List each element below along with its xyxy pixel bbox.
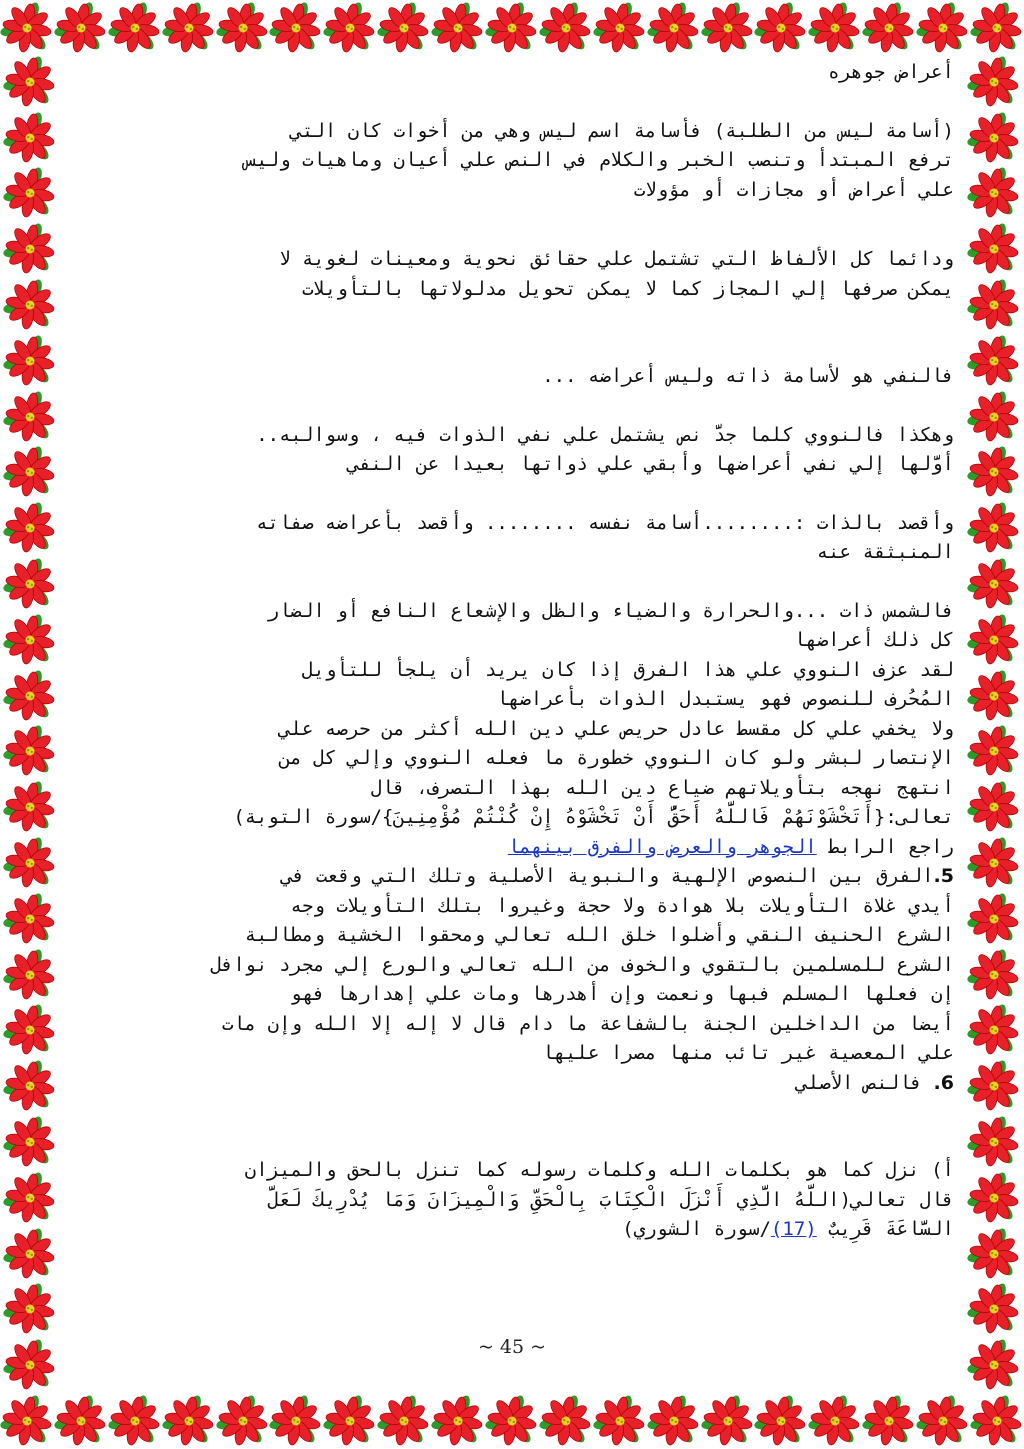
paragraph-5 (66, 509, 960, 568)
item-6 (66, 1069, 960, 1099)
paragraph-line: الإنتصار لبشر ولو كان النووي خطورة ما فعله النووي وإلي كل من (279, 747, 954, 769)
poinsettia-icon (3, 501, 57, 555)
poinsettia-icon (967, 166, 1021, 220)
paragraph-line: قال تعالي(اللَّهُ الَّذِي أَنْزَلَ الْكِتَابَ بِالْحَقِّ وَالْمِيزَانَ وَمَا يُدْرِيكَ لَعَلَّ (267, 1188, 954, 1211)
poinsettia-icon (3, 55, 57, 109)
poinsettia-icon (967, 1059, 1021, 1113)
top-flower-border (0, 0, 1024, 54)
poinsettia-icon (54, 1394, 108, 1448)
paragraph-line: ترفع المبتدأ وتنصب الخبر والكلام في النص علي أعيان وماهيات وليس (244, 149, 954, 171)
paragraph-line: إن فعلها المسلم فبها ونعمت وإن أهدرها ومات علي إهدارها فهو (290, 983, 954, 1005)
paragraph-2 (66, 245, 960, 304)
poinsettia-icon (967, 1171, 1021, 1225)
verse-end: السَّاعَةَ قَرِيبٌ (816, 1218, 954, 1240)
paragraph-line: أ) نزل كما هو بكلمات الله وكلمات رسوله كما تنزل بالحق والميزان (244, 1159, 954, 1181)
paragraph-line: وهكذا فالنووي كلما جدَّ نص يشتمل علي نفي الذوات فيه ، وسوالبه.. (256, 423, 954, 446)
paragraph-line: فالشمس ذات ...والحرارة والضياء والظل والإشعاع النافع أو الضار (267, 599, 954, 622)
footnote-link[interactable]: (17) (770, 1218, 817, 1240)
paragraph-line: لقد عزف النووي علي هذا الفرق إذا كان يريد أن يلجأ للتأويل (301, 658, 954, 681)
poinsettia-icon (3, 780, 57, 834)
poinsettia-icon (3, 1227, 57, 1281)
poinsettia-icon (916, 1394, 970, 1448)
poinsettia-icon (162, 1394, 216, 1448)
poinsettia-icon (323, 1394, 377, 1448)
poinsettia-icon (967, 334, 1021, 388)
poinsettia-icon (967, 1227, 1021, 1281)
poinsettia-icon (539, 1, 593, 54)
poinsettia-icon (647, 1394, 701, 1448)
poinsettia-icon (967, 55, 1021, 109)
paragraph-6 (66, 597, 960, 863)
poinsettia-icon (967, 892, 1021, 946)
poinsettia-icon (162, 1, 216, 54)
poinsettia-icon (967, 111, 1021, 165)
poinsettia-icon (3, 222, 57, 276)
paragraph-line: يمكن صرفها إلي المجاز كما لا يمكن تحويل مدلولاتها بالتأويلات (301, 277, 954, 300)
poinsettia-icon (3, 892, 57, 946)
poinsettia-icon (967, 669, 1021, 723)
poinsettia-icon (108, 1, 162, 54)
paragraph-line: المُحُرف للنصوص فهو يستبدل الذوات بأعراضها (496, 688, 954, 710)
poinsettia-icon (967, 222, 1021, 276)
poinsettia-icon (3, 1115, 57, 1169)
left-flower-border (0, 54, 60, 1393)
item-number: 6. (933, 1071, 954, 1094)
poinsettia-icon (539, 1394, 593, 1448)
right-flower-border (964, 54, 1024, 1393)
poinsettia-icon (0, 1394, 54, 1448)
paragraph-line: أوَّلها إلي نفي أعراضها وأبقي علي ذواتها بعيدا عن النفي (347, 453, 954, 475)
poinsettia-icon (3, 1282, 57, 1336)
poinsettia-icon (3, 836, 57, 890)
paragraph-line: علي أعراض أو مجازات أو مؤولات (633, 178, 954, 201)
poinsettia-icon (485, 1394, 539, 1448)
item-number: 5. (933, 865, 954, 887)
poinsettia-icon (3, 613, 57, 667)
poinsettia-icon (701, 1, 755, 54)
poinsettia-icon (967, 724, 1021, 778)
section-heading: أعراض جوهره (828, 61, 954, 83)
poinsettia-icon (3, 1059, 57, 1113)
paragraph-line: (أسامة ليس من الطلبة) فأسامة اسم ليس وهي من أخوات كان التي (290, 119, 954, 142)
paragraph-line: ودائما كل الألفاظ التي تشتمل علي حقائق نحوية ومعينات لغوية لا (279, 248, 954, 270)
poinsettia-icon (269, 1, 323, 54)
item-text: الفرق بين النصوص الإلهية والنبوية الأصلية وتلك التي وقعت في (281, 865, 934, 887)
paragraph-line: تعالى:{أَتَخْشَوْنَهُمْ فَاللَّهُ أَحَقُّ أَنْ تَخْشَوْهُ إِنْ كُنْتُمْ مُؤْمِنِينَ}/سورة التوبة) (233, 806, 954, 828)
poinsettia-icon (216, 1394, 270, 1448)
poinsettia-icon (108, 1394, 162, 1448)
poinsettia-icon (3, 1003, 57, 1057)
poinsettia-icon (3, 557, 57, 611)
poinsettia-icon (3, 948, 57, 1002)
poinsettia-icon (970, 1, 1024, 54)
poinsettia-icon (431, 1394, 485, 1448)
paragraph-1 (66, 117, 960, 206)
poinsettia-icon (377, 1394, 431, 1448)
poinsettia-icon (967, 780, 1021, 834)
paragraph-line: انتهج نهجه بتأويلاتهم ضياع دين الله بهذا التصرف، قال (370, 776, 954, 799)
poinsettia-icon (3, 724, 57, 778)
poinsettia-icon (269, 1394, 323, 1448)
poinsettia-icon (701, 1394, 755, 1448)
paragraph-line: وأقصد بالذات :........أسامة نفسه ........ وأقصد بأعراضه صفاته (256, 511, 954, 534)
poinsettia-icon (593, 1394, 647, 1448)
poinsettia-icon (3, 334, 57, 388)
item-5 (66, 862, 960, 1069)
item-text: فالنص الأصلي (796, 1071, 934, 1094)
poinsettia-icon (916, 1, 970, 54)
poinsettia-icon (3, 669, 57, 723)
paragraph-line: المنبثقة عنه (816, 541, 954, 563)
paragraph-line: أيدي غلاة التأويلات بلا هوادة ولا حجة وغيروا بتلك التأويلات وجه (290, 894, 954, 917)
paragraph-a (66, 1156, 960, 1245)
poinsettia-icon (967, 613, 1021, 667)
poinsettia-icon (3, 166, 57, 220)
poinsettia-icon (862, 1, 916, 54)
poinsettia-icon (967, 948, 1021, 1002)
reference-link[interactable]: الجوهر والعرض والفرق بينهما (507, 835, 817, 858)
poinsettia-icon (216, 1, 270, 54)
poinsettia-icon (323, 1, 377, 54)
poinsettia-icon (967, 445, 1021, 499)
poinsettia-icon (647, 1, 701, 54)
paragraph-line: ولا يخفي علي كل مقسط عادل حريص علي دين الله أكثر من حرصه علي (279, 717, 954, 740)
poinsettia-icon (967, 390, 1021, 444)
poinsettia-icon (754, 1394, 808, 1448)
poinsettia-icon (967, 1282, 1021, 1336)
poinsettia-icon (967, 501, 1021, 555)
poinsettia-icon (808, 1394, 862, 1448)
poinsettia-icon (3, 445, 57, 499)
poinsettia-icon (862, 1394, 916, 1448)
poinsettia-icon (377, 1, 431, 54)
poinsettia-icon (970, 1394, 1024, 1448)
reference-line (66, 833, 960, 863)
paragraph-3: فالنفي هو لأسامة ذاته وليس أعراضه ... (542, 365, 954, 387)
poinsettia-icon (967, 1003, 1021, 1057)
poinsettia-icon (967, 557, 1021, 611)
poinsettia-icon (0, 1, 54, 54)
poinsettia-icon (754, 1, 808, 54)
poinsettia-icon (967, 836, 1021, 890)
paragraph-4 (66, 421, 960, 480)
paragraph-line: علي المعصية غير تائب منها مصرا عليها (542, 1042, 954, 1064)
poinsettia-icon (3, 111, 57, 165)
paragraph-line: الشرع للمسلمين بالتقوي والخوف من الله تعالي والورع إلي مجرد نوافل (210, 953, 954, 976)
poinsettia-icon (485, 1, 539, 54)
page-number: ~ 45 ~ (477, 1336, 547, 1358)
poinsettia-icon (3, 1171, 57, 1225)
document-page (66, 58, 960, 1388)
poinsettia-icon (54, 1, 108, 54)
paragraph-line: أيضا من الداخلين الجنة بالشفاعة ما دام قال لا إله إلا الله وإن مات (221, 1012, 954, 1035)
poinsettia-icon (967, 1115, 1021, 1169)
poinsettia-icon (808, 1, 862, 54)
surah-reference: /سورة الشوري) (622, 1218, 771, 1240)
paragraph-line (66, 1215, 960, 1245)
poinsettia-icon (593, 1, 647, 54)
paragraph-line (66, 862, 960, 892)
poinsettia-icon (3, 390, 57, 444)
poinsettia-icon (967, 278, 1021, 332)
poinsettia-icon (3, 278, 57, 332)
paragraph-line: كل ذلك أعراضها (793, 629, 954, 651)
paragraph-line: الشرع الحنيف النقي وأضلوا خلق الله تعالي ومحقوا الخشية ومطالبة (244, 924, 954, 946)
poinsettia-icon (431, 1, 485, 54)
bottom-flower-border (0, 1393, 1024, 1449)
reference-prefix: راجع الرابط (816, 835, 954, 858)
